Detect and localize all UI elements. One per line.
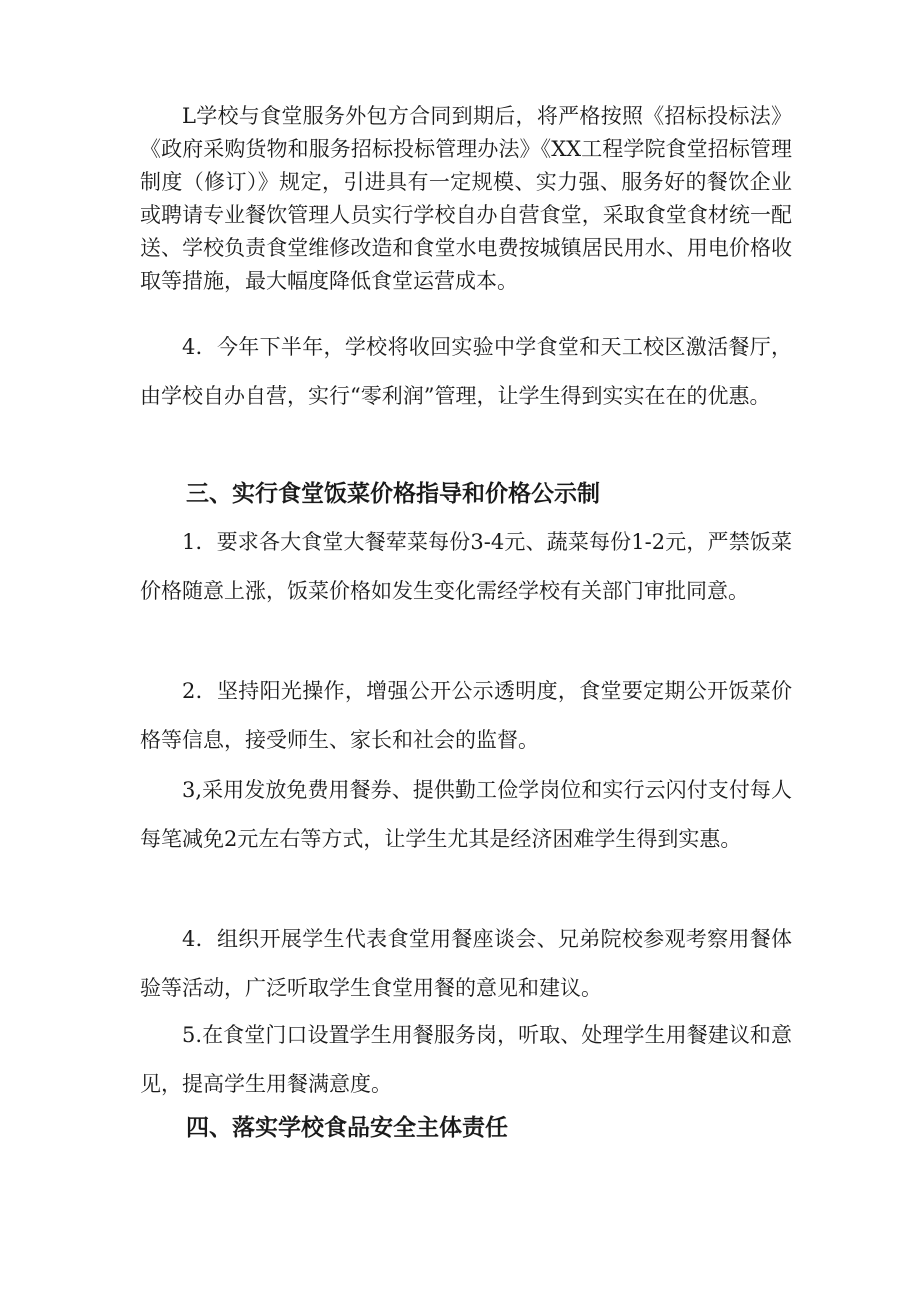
paragraph-item-4-canteen-recovery: 4．今年下半年，学校将收回实验中学食堂和天工校区激活餐厅，由学校自办自营，实行“零利润”管理，让学生得到实实在在的优惠。 xyxy=(140,335,792,408)
section-heading-4: 四、落实学校食品安全主体责任 xyxy=(186,1115,508,1141)
section3-item-5: 5.在食堂门口设置学生用餐服务岗，听取、处理学生用餐建议和意见，提高学生用餐满意度。 xyxy=(140,1023,792,1096)
section-heading-3: 三、实行食堂饭菜价格指导和价格公示制 xyxy=(186,481,600,507)
section3-item-1: 1．要求各大食堂大餐荤菜每份3-4元、蔬菜每份1-2元，严禁饭菜价格随意上涨，饭菜价格如发生变化需经学校有关部门审批同意。 xyxy=(140,530,792,603)
paragraph-outsourcing-contract: L学校与食堂服务外包方合同到期后，将严格按照《招标投标法》《政府采购货物和服务招标投标管理办法》《XX工程学院食堂招标管理制度（修订）》规定，引进具有一定规模、实力强、服务好的餐饮企业或聘请专业餐饮管理人员实行学校自办自营食堂，采取食堂食材统一配送、学校负责食堂维修改造和食堂水电费按城镇居民用水、用电价格收取等措施，最大幅度降低食堂运营成本。 xyxy=(140,104,792,293)
section3-item-2: 2．坚持阳光操作，增强公开公示透明度，食堂要定期公开饭菜价格等信息，接受师生、家长和社会的监督。 xyxy=(140,679,792,752)
section3-item-3: 3,采用发放免费用餐券、提供勤工俭学岗位和实行云闪付支付每人每笔减免2元左右等方式，让学生尤其是经济困难学生得到实惠。 xyxy=(140,778,792,851)
section3-item-4: 4．组织开展学生代表食堂用餐座谈会、兄弟院校参观考察用餐体验等活动，广泛听取学生食堂用餐的意见和建议。 xyxy=(140,927,792,1000)
